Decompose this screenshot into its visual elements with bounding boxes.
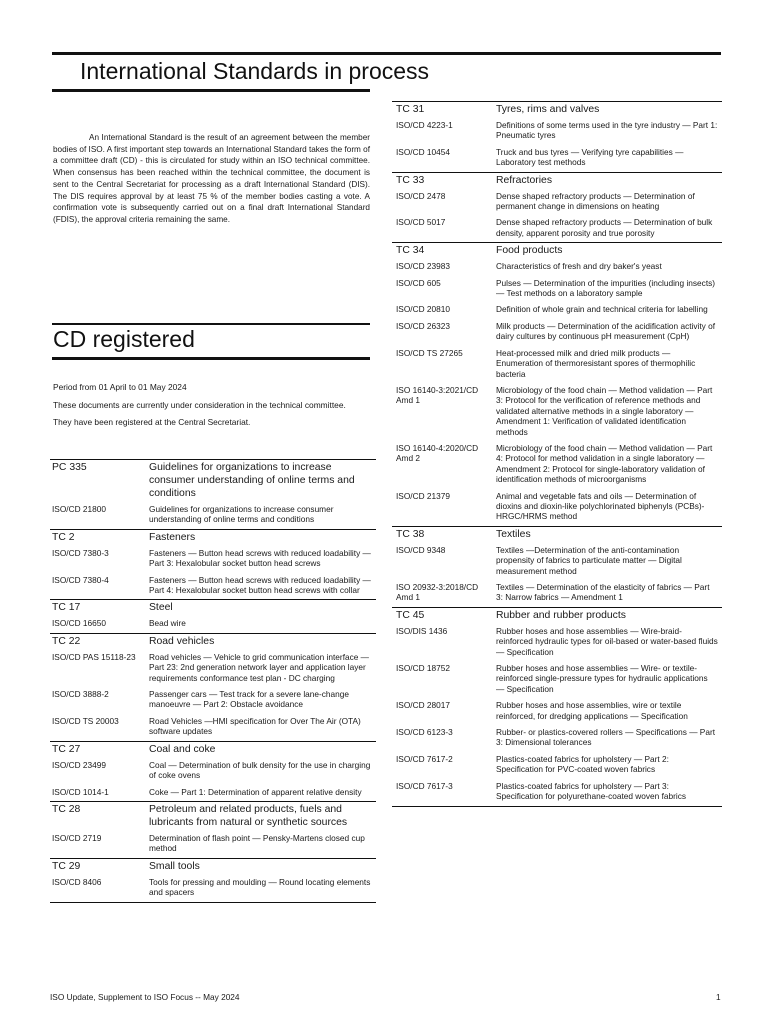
standard-row: [50, 831, 376, 858]
committee-title: Steel: [149, 602, 173, 614]
committee-code: TC 17: [52, 602, 81, 614]
standard-reference: ISO/CD 3888-2: [52, 689, 109, 700]
standard-row: [50, 875, 376, 902]
standard-reference: ISO/CD TS 27265: [396, 347, 463, 358]
column-end-rule: [392, 806, 722, 807]
standard-reference: ISO/CD 23983: [396, 261, 450, 272]
standard-description: Rubber hoses and hose assemblies, wire or textile reinforced, for dredging applications — Specification: [496, 700, 688, 721]
committee-code: TC 34: [396, 245, 425, 257]
committee-title: Guidelines for organizations to increase consumer understanding of online terms and conditions: [149, 462, 355, 499]
period-text: Period from 01 April to 01 May 2024: [53, 382, 187, 392]
standard-row: [392, 259, 722, 275]
committee-code: TC 29: [52, 860, 81, 872]
committee-title: Small tools: [149, 860, 200, 872]
committee-title: Tyres, rims and valves: [496, 104, 600, 115]
standard-reference: ISO/CD 2719: [52, 832, 102, 843]
committee-code: TC 2: [52, 531, 75, 543]
standard-reference: ISO/CD 1014-1: [52, 786, 109, 797]
left-standards-column: [50, 459, 376, 903]
standard-reference: ISO 20932-3:2018/CD Amd 1: [396, 582, 479, 603]
standard-description: Characteristics of fresh and dry baker's yeast: [496, 261, 662, 272]
committee-code: TC 27: [52, 743, 81, 755]
standard-description: Milk products — Determination of the acidification activity of dairy cultures by continuous pH measurement (CpH): [496, 320, 716, 342]
committee-title: Petroleum and related products, fuels and lubricants from natural or synthetic sources: [149, 803, 348, 828]
standard-row: [50, 714, 376, 741]
standard-row: [50, 650, 376, 687]
standard-reference: ISO 16140-4:2020/CD Amd 2: [396, 442, 479, 464]
footer-page-number: 1: [716, 992, 721, 1002]
standard-row: [392, 661, 722, 698]
standard-row: [392, 189, 722, 216]
standard-description: Textiles —Determination of the anti-contamination propensity of fabrics to particulate matter — Digital measurement method: [496, 544, 682, 576]
standard-row: [392, 383, 722, 441]
committee-header: [392, 242, 722, 259]
standard-reference: ISO/CD 16650: [52, 618, 106, 629]
standard-row: [392, 215, 722, 242]
standard-reference: ISO/DIS 1436: [396, 625, 448, 636]
committee-header: [50, 459, 376, 502]
committee-title: Refractories: [496, 174, 553, 186]
standard-row: [50, 616, 376, 632]
committee-header: [50, 529, 376, 546]
committee-header: [50, 801, 376, 831]
standard-description: Animal and vegetable fats and oils — Determination of dioxins and dioxin-like polychlorinated biphenyls (PCBs)- HRGC/HRMS method: [496, 490, 705, 522]
standard-reference: ISO/CD 28017: [396, 700, 450, 711]
cd-section-title: CD registered: [53, 326, 195, 352]
standard-reference: ISO/CD 8406: [52, 876, 102, 887]
standard-description: Definition of whole grain and technical criteria for labelling: [496, 304, 708, 315]
standard-row: [392, 624, 722, 661]
top-rule: [52, 52, 721, 55]
standard-description: Coke — Part 1: Determination of apparent relative density: [149, 786, 362, 797]
standard-description: Microbiology of the food chain — Method validation — Part 4: Protocol for method validation in a single laboratory — Amendment 2: Protocol for single-laboratory validation of identification methods of microorganisms: [496, 442, 713, 485]
page-title: International Standards in process: [80, 58, 430, 84]
standard-row: [392, 118, 722, 145]
footer-publication: ISO Update, Supplement to ISO Focus -- May 2024: [50, 992, 240, 1002]
standard-description: Dense shaped refractory products — Determination of permanent change in dimensions on heating: [496, 190, 695, 212]
title-underline: [52, 89, 370, 92]
standard-reference: ISO/CD 20810: [396, 304, 450, 315]
committee-header: [50, 741, 376, 758]
committee-code: TC 22: [52, 635, 81, 647]
standard-row: [392, 489, 722, 526]
standard-row: [392, 441, 722, 489]
committee-header: [392, 526, 722, 543]
standard-reference: ISO/CD 7380-3: [52, 547, 109, 558]
committee-code: TC 38: [396, 528, 425, 540]
standard-description: Microbiology of the food chain — Method validation — Part 3: Protocol for the verification of reference methods and validated alternative methods in a single laboratory — Amendment 1: Verification of validated identification methods: [496, 384, 713, 437]
standard-reference: ISO/CD 21800: [52, 504, 106, 514]
standard-description: Rubber hoses and hose assemblies — Wire- or textile-reinforced single-pressure types for hydraulic applications — Specification: [496, 663, 708, 694]
standard-reference: ISO/CD 21379: [396, 490, 450, 501]
standard-description: Rubber- or plastics-covered rollers — Specifications — Part 3: Dimensional tolerances: [496, 727, 716, 748]
committee-header: [50, 599, 376, 616]
standard-description: Coal — Determination of bulk density for the use in charging of coke ovens: [149, 759, 371, 781]
standard-reference: ISO/CD 26323: [396, 320, 450, 331]
standard-description: Definitions of some terms used in the tyre industry — Part 1: Pneumatic tyres: [496, 120, 718, 141]
standard-description: Plastics-coated fabrics for upholstery — Part 3: Specification for polyurethane-coated woven fabrics: [496, 780, 687, 802]
standard-row: [50, 546, 376, 573]
standard-row: [392, 319, 722, 346]
standard-reference: ISO/CD 9348: [396, 544, 446, 555]
committee-title: Coal and coke: [149, 743, 216, 755]
committee-code: TC 28: [52, 803, 81, 815]
committee-header: [392, 172, 722, 189]
standard-row: [50, 785, 376, 801]
committee-code: TC 33: [396, 174, 425, 186]
cd-section-rule: [52, 323, 370, 325]
standard-description: Road Vehicles —HMI specification for Over The Air (OTA) software updates: [149, 715, 361, 737]
standard-description: Truck and bus tyres — Verifying tyre capabilities — Laboratory test methods: [496, 146, 684, 168]
standard-reference: ISO/CD 5017: [396, 217, 446, 228]
standard-reference: ISO/CD 23499: [52, 759, 106, 770]
standard-description: Pulses — Determination of the impurities (including insects) — Test methods on a laboratory sample: [496, 277, 716, 299]
standard-reference: ISO/CD 18752: [396, 663, 450, 674]
standard-row: [392, 725, 722, 752]
standard-reference: ISO/CD 6123-3: [396, 727, 453, 738]
committee-code: TC 31: [396, 104, 425, 115]
committee-code: TC 45: [396, 609, 425, 621]
standard-description: Heat-processed milk and dried milk products — Enumeration of thermoresistant spores of thermophilic bacteria: [496, 347, 696, 379]
standard-description: Fasteners — Button head screws with reduced loadability — Part 3: Hexalobular socket button head screws: [149, 547, 371, 569]
standard-description: Determination of flash point — Pensky-Martens closed cup method: [149, 832, 365, 854]
standard-description: Rubber hoses and hose assemblies — Wire-braid-reinforced hydraulic types for oil-based or water-based fluids — Specification: [496, 625, 718, 657]
standard-reference: ISO/CD PAS 15118-23: [52, 651, 136, 662]
committee-title: Textiles: [496, 528, 531, 540]
standard-reference: ISO/CD 7617-2: [396, 753, 453, 764]
standard-description: Textiles — Determination of the elasticity of fabrics — Part 3: Narrow fabrics — Amendment 1: [496, 582, 710, 603]
standard-description: Tools for pressing and moulding — Round locating elements and spacers: [149, 876, 371, 898]
committee-title: Food products: [496, 245, 563, 257]
committee-title: Road vehicles: [149, 635, 215, 647]
standard-row: [392, 145, 722, 172]
standard-reference: ISO/CD 10454: [396, 146, 450, 157]
standard-reference: ISO/CD 2478: [396, 190, 446, 201]
intro-paragraph: An International Standard is the result of an agreement between the member bodies of ISO. A first important step towards an International Standard takes the form of a committee draft (CD) - this is circulated for study within an ISO technical committee. When consensus has been reached within the technical committee, the document is sent to the Central Secretariat for processing as a draft International Standard (DIS). The DIS requires approval by at least 75 % of the member bodies casting a vote. A confirmation vote is subsequently carried out on a final draft International Standard (FDIS), the approval criteria remaining the same.: [53, 133, 370, 224]
standard-row: [392, 543, 722, 580]
standard-reference: ISO/CD 4223-1: [396, 120, 453, 130]
standard-reference: ISO/CD 7380-4: [52, 574, 109, 585]
standard-reference: ISO/CD 7617-3: [396, 780, 453, 791]
committee-title: Fasteners: [149, 531, 196, 543]
standard-row: [392, 580, 722, 607]
standard-description: Guidelines for organizations to increase consumer understanding of online terms and conditions: [149, 504, 334, 525]
consideration-note: These documents are currently under consideration in the technical committee.: [53, 399, 346, 410]
standard-reference: ISO/CD 605: [396, 277, 441, 288]
standard-row: [50, 502, 376, 529]
standard-row: [392, 302, 722, 318]
right-standards-column: [392, 101, 722, 807]
committee-header: [392, 101, 722, 118]
standard-row: [50, 573, 376, 600]
cd-section-underline: [52, 357, 370, 360]
standard-reference: ISO/CD TS 20003: [52, 715, 119, 726]
standard-row: [50, 758, 376, 785]
standard-reference: ISO 16140-3:2021/CD Amd 1: [396, 384, 479, 406]
standard-row: [392, 276, 722, 303]
standard-row: [392, 346, 722, 383]
committee-header: [392, 607, 722, 624]
standard-description: Fasteners — Button head screws with reduced loadability — Part 4: Hexalobular socket button head screws with collar: [149, 574, 371, 596]
period-block: [53, 382, 370, 435]
standard-description: Dense shaped refractory products — Determination of bulk density, apparent porosity and true porosity: [496, 217, 713, 238]
committee-header: [50, 633, 376, 650]
standard-description: Plastics-coated fabrics for upholstery — Part 2: Specification for PVC-coated woven fabrics: [496, 753, 669, 775]
standard-row: [50, 687, 376, 714]
standard-description: Passenger cars — Test track for a severe lane-change manoeuvre — Part 2: Obstacle avoidance: [149, 689, 349, 710]
standard-description: Bead wire: [149, 618, 186, 629]
standard-row: [392, 752, 722, 779]
registration-note: They have been registered at the Central Secretariat.: [53, 417, 251, 427]
standard-row: [392, 698, 722, 725]
committee-code: PC 335: [52, 462, 87, 473]
committee-header: [50, 858, 376, 875]
committee-title: Rubber and rubber products: [496, 609, 626, 621]
standard-row: [392, 779, 722, 806]
column-end-rule: [50, 902, 376, 903]
standard-description: Road vehicles — Vehicle to grid communication interface — Part 23: 2nd generation network layer and application layer requirements conformance test plan - DC charging: [149, 651, 369, 683]
